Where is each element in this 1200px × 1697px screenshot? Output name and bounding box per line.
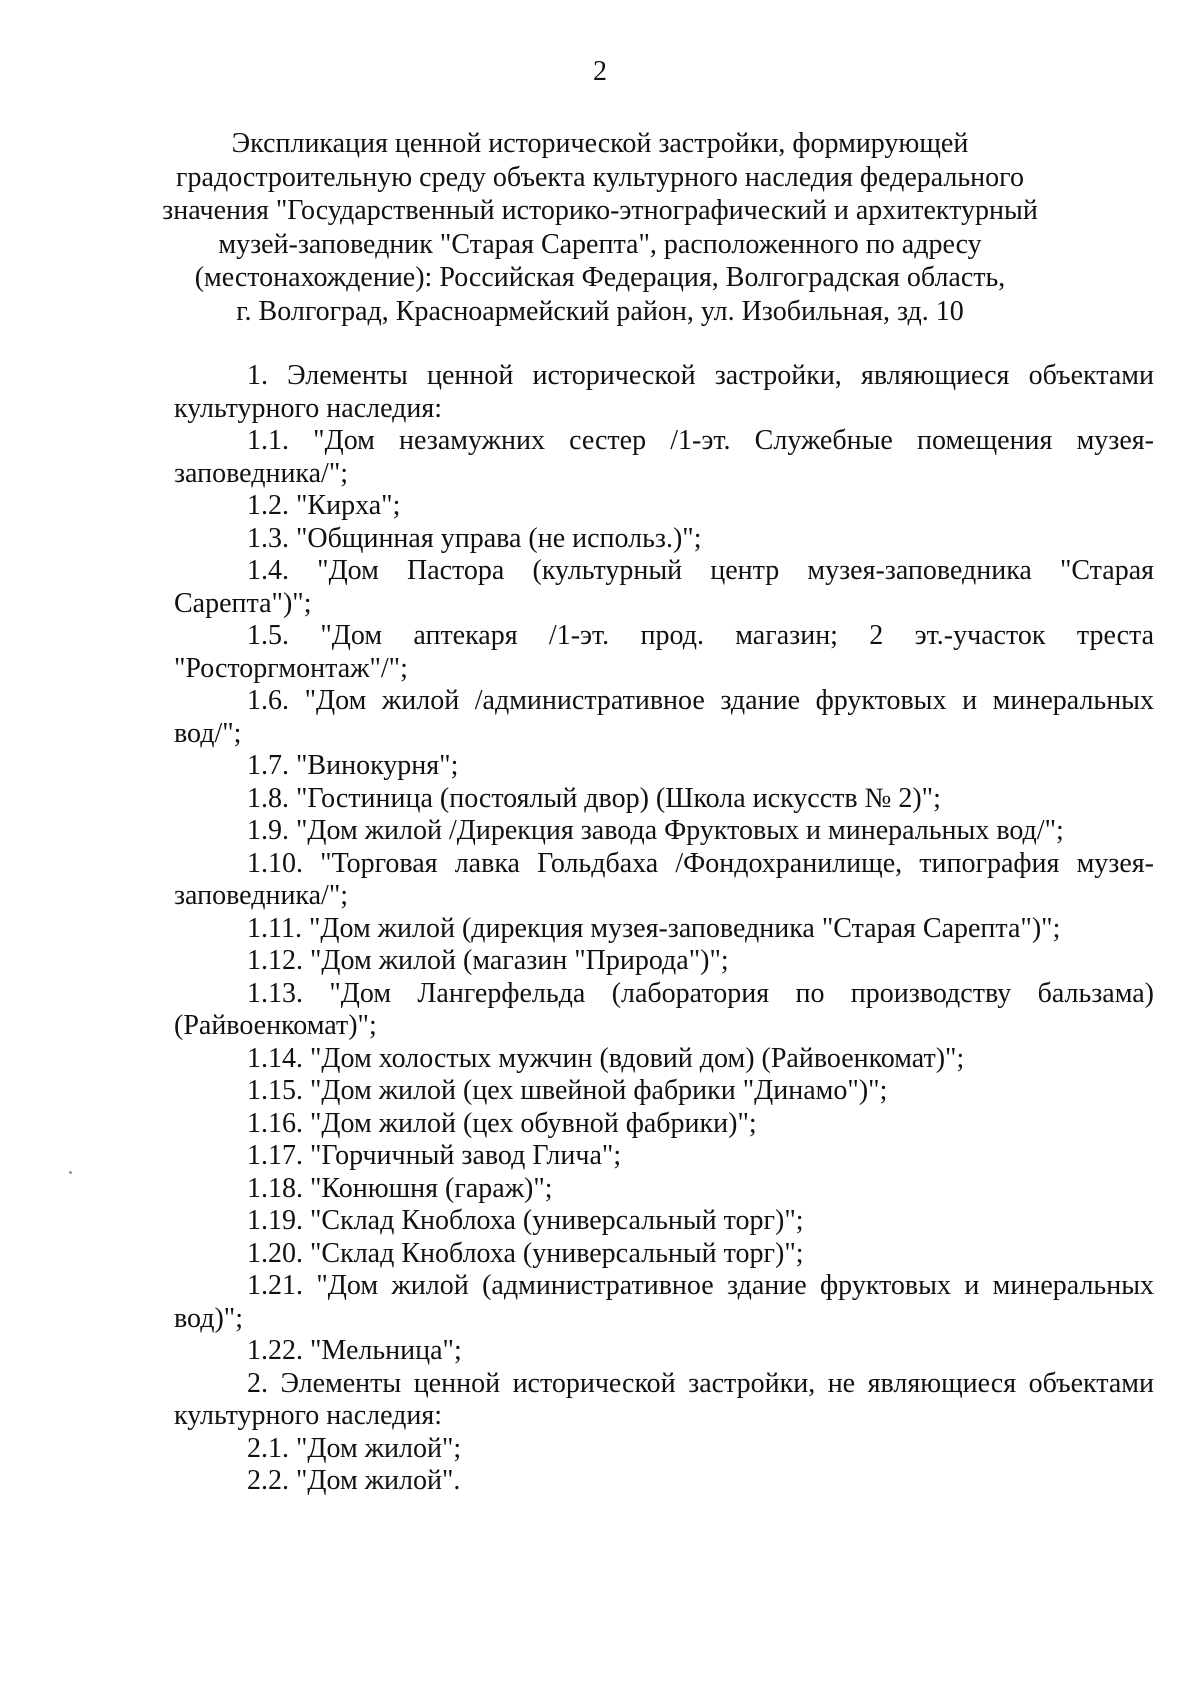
list-item: 1.20. "Склад Кноблоха (универсальный торг)"; bbox=[247, 1237, 804, 1269]
list-item: 1.10. "Торговая лавка Гольдбаха /Фондохранилище, типография музея-заповедника/"; bbox=[174, 847, 1154, 911]
list-item: 1.6. "Дом жилой /административное здание фруктовых и минеральных вод/"; bbox=[174, 685, 1154, 749]
list-item: 1.14. "Дом холостых мужчин (вдовий дом) (Райвоенкомат)"; bbox=[247, 1042, 965, 1074]
list-item: 1.15. "Дом жилой (цех швейной фабрики "Динамо")"; bbox=[247, 1075, 888, 1106]
document-title bbox=[150, 127, 1050, 328]
title-line: значения "Государственный историко-этнографический и архитектурный bbox=[162, 195, 1038, 226]
list-item: 1.17. "Горчичный завод Глича"; bbox=[247, 1140, 622, 1171]
section-heading: 2. Элементы ценной исторической застройки, не являющиеся объектами культурного наследия: bbox=[174, 1367, 1154, 1431]
list-item: 1.9. "Дом жилой /Дирекция завода Фруктовых и минеральных вод/"; bbox=[247, 815, 1064, 846]
title-line: г. Волгоград, Красноармейский район, ул. Изобильная, зд. 10 bbox=[236, 295, 964, 327]
list-item: 1.2. "Кирха"; bbox=[247, 490, 401, 521]
list-item: 1.12. "Дом жилой (магазин "Природа")"; bbox=[247, 945, 729, 976]
list-item: 1.22. "Мельница"; bbox=[247, 1335, 462, 1366]
list-item: 2.2. "Дом жилой". bbox=[247, 1465, 461, 1496]
title-line: музей-заповедник "Старая Сарепта", расположенного по адресу bbox=[218, 228, 982, 260]
list-item: 1.8. "Гостиница (постоялый двор) (Школа искусств № 2)"; bbox=[247, 782, 941, 814]
list-item: 1.11. "Дом жилой (дирекция музея-заповедника "Старая Сарепта")"; bbox=[247, 912, 1061, 944]
page-number: 2 bbox=[593, 56, 607, 87]
list-item: 2.1. "Дом жилой"; bbox=[247, 1432, 462, 1464]
list-item: 1.16. "Дом жилой (цех обувной фабрики)"; bbox=[247, 1107, 757, 1139]
title-line: (местонахождение): Российская Федерация, Волгоградская область, bbox=[194, 262, 1006, 293]
list-item: 1.4. "Дом Пастора (культурный центр музея-заповедника "Старая Сарепта")"; bbox=[174, 555, 1154, 619]
title-line: градостроительную среду объекта культурного наследия федерального bbox=[176, 161, 1024, 193]
list-item: 1.18. "Конюшня (гараж)"; bbox=[247, 1172, 553, 1204]
title-line: Экспликация ценной исторической застройки, формирующей bbox=[231, 128, 969, 159]
section-heading: 1. Элементы ценной исторической застройки, являющиеся объектами культурного наследия: bbox=[174, 360, 1154, 424]
list-item: 1.7. "Винокурня"; bbox=[247, 750, 459, 781]
document-body bbox=[174, 360, 1154, 1498]
list-item: 1.3. "Общинная управа (не использ.)"; bbox=[247, 522, 702, 554]
list-item: 1.19. "Склад Кноблоха (универсальный торг)"; bbox=[247, 1205, 804, 1236]
list-item: 1.1. "Дом незамужних сестер /1-эт. Служебные помещения музея-заповедника/"; bbox=[174, 425, 1154, 489]
list-item: 1.13. "Дом Лангерфельда (лаборатория по производству бальзама) (Райвоенкомат)"; bbox=[174, 977, 1154, 1041]
scan-speck bbox=[69, 1171, 72, 1174]
list-item: 1.5. "Дом аптекаря /1-эт. прод. магазин; 2 эт.-участок треста "Росторгмонтаж"/"; bbox=[174, 620, 1154, 684]
list-item: 1.21. "Дом жилой (административное здание фруктовых и минеральных вод)"; bbox=[174, 1270, 1154, 1334]
